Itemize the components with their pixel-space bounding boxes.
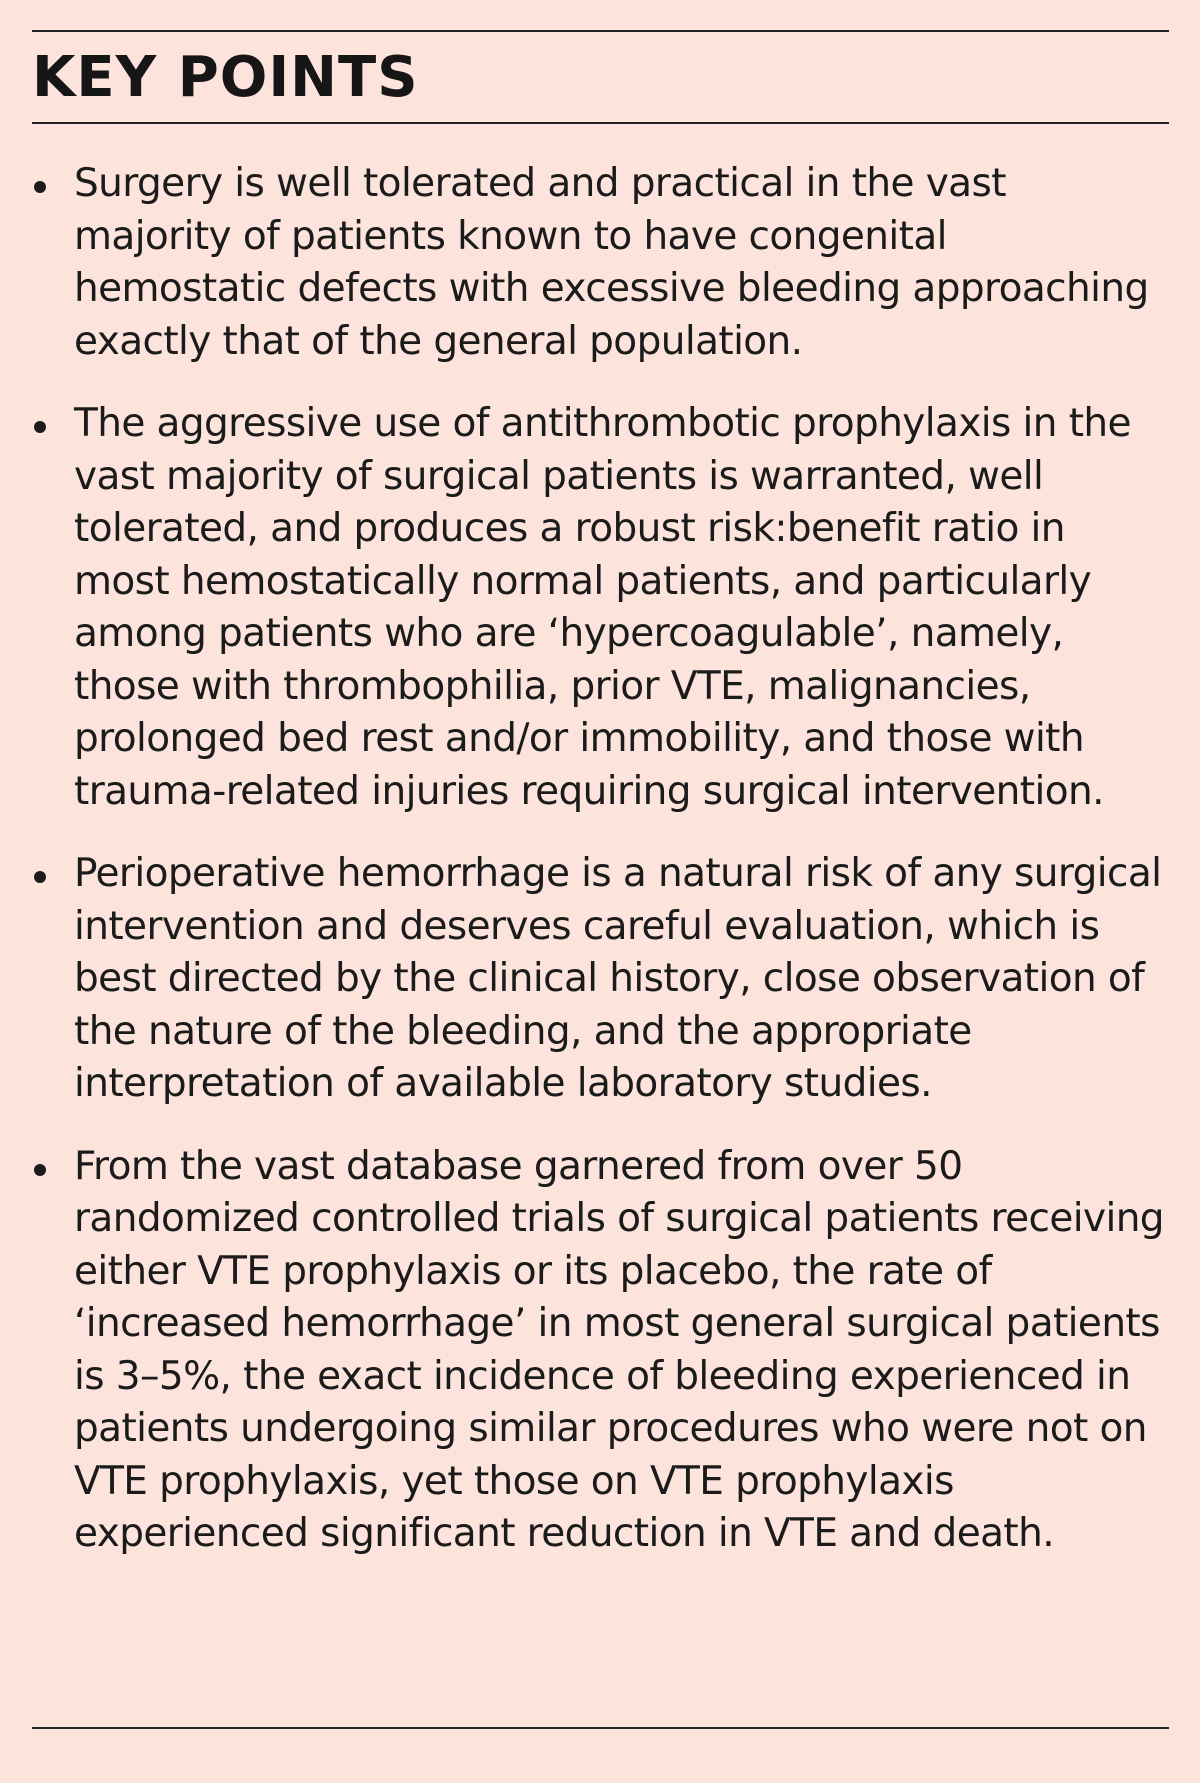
bullet-icon (34, 1164, 46, 1176)
title-rule (32, 122, 1169, 124)
key-point (32, 848, 1169, 1111)
key-points-list (32, 158, 1169, 1591)
top-rule (32, 30, 1169, 32)
page-title: KEY POINTS (32, 45, 419, 110)
key-point (32, 158, 1169, 368)
bullet-icon (34, 421, 46, 433)
key-point (32, 398, 1169, 818)
key-point-text: Surgery is well tolerated and practical in the vast majority of patients known to have congenital hemostatic defects with excessive bleeding approaching exactly that of the general population. (74, 161, 1149, 364)
bullet-icon (34, 181, 46, 193)
bottom-rule (32, 1727, 1169, 1729)
key-point-text: The aggressive use of antithrombotic prophylaxis in the vast majority of surgical patients is warranted, well tolerated, and produces a robust risk:benefit ratio in most hemostatically normal patients, and particularly among patients who are ‘hypercoagulable’, namely, those with thrombophilia, prior VTE, malignancies, prolonged bed rest and/or immobility, and those with trauma-related injuries requiring surgical intervention. (74, 401, 1131, 814)
bullet-icon (34, 871, 46, 883)
key-point (32, 1141, 1169, 1561)
key-point-text: Perioperative hemorrhage is a natural risk of any surgical intervention and deserves careful evaluation, which is best directed by the clinical history, close observation of the nature of the bleeding, and the appropriate interpretation of available laboratory studies. (74, 851, 1162, 1106)
key-point-text: From the vast database garnered from over 50 randomized controlled trials of surgical patients receiving either VTE prophylaxis or its placebo, the rate of ‘increased hemorrhage’ in most general surgical patients is 3–5%, the exact incidence of bleeding experienced in patients undergoing similar procedures who were not on VTE prophylaxis, yet those on VTE prophylaxis experienced significant reduction in VTE and death. (74, 1143, 1164, 1556)
